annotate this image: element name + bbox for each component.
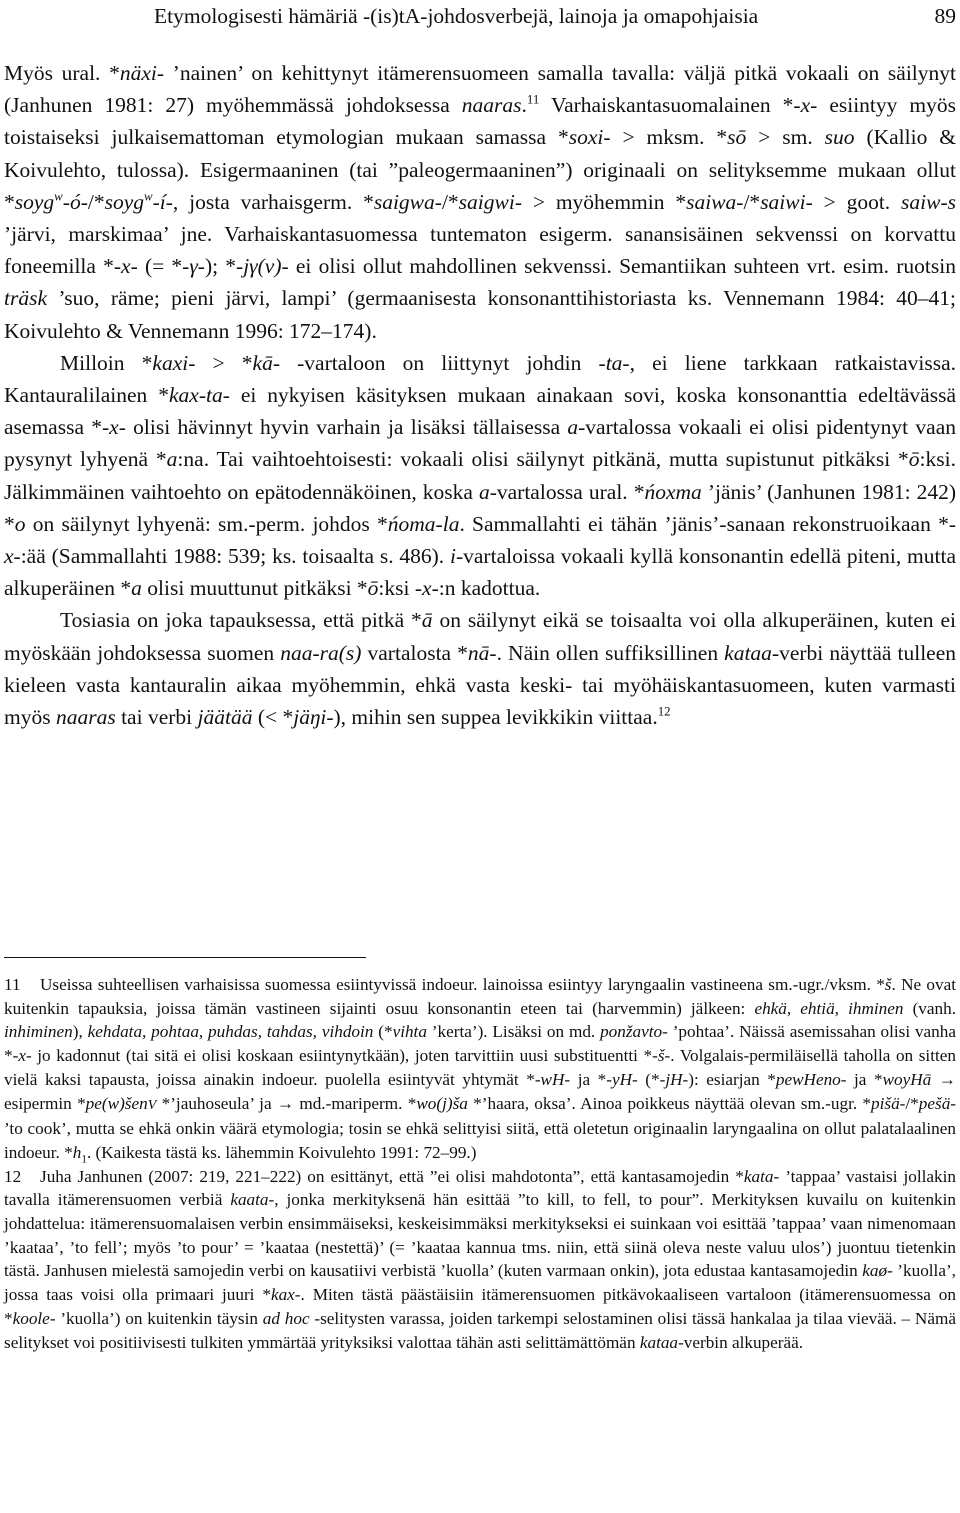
text-run: ’pohtaa’. Näissä asemissahan olisi vanha * — [4, 1022, 957, 1066]
paragraph-3 — [4, 604, 956, 733]
text-run: ’järvi, marskimaa’ jne. Varhaiskantasuomessa tuntematon esigerm. sanansisäinen sekvenssi on korvattu foneemilla * — [4, 222, 956, 279]
text-run: Tosiasia on joka tapauksessa, että pitkä * — [60, 608, 422, 633]
italic-text: pewHeno- — [775, 1069, 847, 1089]
italic-text: -wH- — [534, 1069, 571, 1089]
text-run: ’kuolla’, jossa taas voisi olla primaari juuri * — [4, 1261, 956, 1305]
text-run: ’to cook’, mutta se ehkä onkin väärä etymologia; tosin se ehkä selittyisi siitä, että oletetun originaalin laryngaalina on ollut palatalaalinen indoeur. * — [4, 1119, 956, 1162]
italic-text: -ta- — [598, 350, 630, 375]
subscript: 1 — [81, 1153, 87, 1166]
text-run: esiintyy myös toistaiseksi julkaisemattoman etymologian mukaan samassa * — [4, 93, 957, 150]
text-run: , josta varhaisgerm. * — [172, 189, 374, 214]
text-run: on säilynyt eikä se toisaalta voi olla alkuperäinen, kuten ei myöskään johdoksessa suomen — [4, 608, 956, 665]
text-run: :ksi. Jälkimmäinen vaihtoehto on epätodennäköinen, koska — [4, 447, 956, 504]
italic-text: -x- — [102, 415, 126, 440]
italic-text: ā — [421, 608, 433, 633]
text-run: :ksi — [378, 576, 415, 601]
italic-text: i — [450, 544, 456, 569]
text-run: -vartalossa ural. * — [489, 479, 645, 504]
text-run: Myös ural. * — [4, 61, 120, 85]
text-run: *’haara, oksa’. Ainoa poikkeus näyttää olevan sm.-ugr. * — [467, 1093, 872, 1113]
text-run: ’suo, räme; pieni järvi, lampi’ (germaanisesta konsonanttihistoriasta ks. Vennemann 1984: 40–41; Koivulehto & Vennemann 1996: 172–174). — [4, 286, 956, 343]
italic-text: kax-ta- — [168, 383, 230, 408]
italic-text: a — [478, 479, 490, 504]
superscript: 12 — [657, 704, 671, 719]
italic-text: -x- — [113, 254, 138, 279]
text-run: :n kadottua. — [438, 576, 541, 601]
paragraph-1 — [4, 57, 956, 347]
italic-text: ō — [908, 447, 920, 472]
text-run: . Ne ovat kuitenkin tapauksia, joissa tämän vastineen sijainti osuu konsonantin eteen tai (harvemmin) jälkeen: — [4, 975, 956, 1018]
text-run: . — [521, 93, 527, 118]
superscript: w — [54, 189, 63, 204]
text-run: > sm. — [746, 125, 825, 150]
text-run: → esipermin * — [4, 1069, 956, 1113]
italic-text: ehkä, ehtiä, ihminen — [754, 998, 904, 1018]
footnote-12 — [4, 1165, 956, 1355]
italic-text: kata- — [743, 1166, 780, 1186]
text-run: - ’nainen’ on kehittynyt itämerensuomeen samalla tavalla: väljä pitkä vokaali on säilynyt (Janhunen 1981: 27) myöhemmässä johdoksessa — [4, 61, 956, 118]
text-run: ei nykyisen käsityksen mukaan ainakaan sovi, koska konsonanttia edeltävässä asemassa * — [4, 383, 956, 440]
text-run: /* — [905, 1093, 919, 1113]
italic-text: -jH- — [659, 1069, 689, 1089]
italic-text: wo(j)ša — [416, 1093, 468, 1113]
text-run: - > * — [188, 350, 253, 375]
superscript: w — [144, 189, 153, 204]
text-run: (< * — [252, 705, 294, 730]
superscript: 11 — [526, 92, 540, 107]
text-run: vartalosta * — [361, 640, 468, 665]
italic-text: o — [14, 511, 26, 536]
text-run: , jonka merkityksenä hän esittää ”to kill, to fell, to pour”. Merkityksen kuvailu on kuitenkin johdattelua: itämerensuomalaisen verbin ensimmäiseksi, keskeisimmäksi merkitykseksi ei suinkaan voi esittää ’tappaa’ vaan nimenomaan ’kaataa’, ’to fell’; myös ’to pour’ = ’kaataa (nestettä)’ (= ’kaataa kannua tms. niin, että siinä oleva neste valuu ulos’) juontuu tietenkin tästä. Janhusen mielestä samojedin verbi on kausatiivi verbistä ’kuolla’ (kuten varmaan onkin), jota edustaa kantasamojedin — [4, 1190, 956, 1281]
text-run: olisi hävinnyt hyvin varhain ja lisäksi tällaisessa — [125, 415, 568, 440]
text-run: ’jänis’ (Janhunen 1981: 242) * — [4, 479, 956, 536]
text-run: . Näin ollen suffiksillinen — [496, 640, 725, 665]
italic-text: jäätää — [197, 705, 253, 730]
italic-text: naaras — [461, 93, 522, 118]
italic-text: -ó- — [62, 189, 88, 214]
italic-text: kaxi — [152, 350, 189, 375]
text-run: (* — [373, 1022, 393, 1042]
italic-text: koole- — [12, 1308, 56, 1328]
italic-text: -γ- — [182, 254, 205, 279]
italic-text: a — [166, 447, 178, 472]
text-run: . Miten tästä päästäisiin itämerensuomen pitkävokaaliseen vartaloon (itämerensuomessa on * — [4, 1285, 956, 1328]
italic-text: näxi — [119, 61, 157, 85]
text-run: ’kerta’). Lisäksi on md. — [426, 1022, 601, 1042]
running-head — [154, 2, 956, 30]
text-run: > goot. — [812, 189, 902, 214]
italic-text: saiwa- — [686, 189, 744, 214]
italic-text: sō — [727, 125, 747, 150]
italic-text: kataa — [724, 640, 772, 665]
footnote-11 — [4, 973, 956, 1165]
text-run: (* — [637, 1069, 660, 1089]
text-run: - -vartaloon on liittynyt johdin — [272, 350, 599, 375]
italic-text: inhiminen — [4, 1022, 73, 1042]
italic-text: -í- — [152, 189, 173, 214]
text-run: Juha Janhunen (2007: 219, 221–222) on esittänyt, että ”ei olisi mahdotonta”, että kantasamojedin * — [40, 1166, 744, 1186]
text-run: - > mksm. * — [603, 125, 728, 150]
paragraph-2 — [4, 347, 956, 605]
body-text — [4, 57, 956, 733]
italic-text: kax- — [270, 1285, 301, 1305]
italic-text: -x- — [12, 1046, 32, 1066]
text-run: (Kallio & Koivulehto, tulossa). Esigermaaninen (tai ”paleogermaaninen”) originaali on selityksemme mukaan ollut * — [4, 125, 957, 214]
text-run: Useissa suhteellisen varhaisissa suomessa esiintyvissä indoeur. lainoissa esiintyy laryngaalin vastineena sm.-ugr./vksm. * — [40, 975, 885, 994]
italic-text: ńoma-la — [387, 511, 460, 536]
italic-text: ad hoc — [262, 1308, 310, 1328]
text-run: ei olisi ollut mahdollinen sekvenssi. Semantiikan suhteen vrt. esim. ruotsin — [288, 254, 956, 279]
text-run: /* — [87, 189, 105, 214]
italic-text: saigwa- — [373, 189, 442, 214]
text-run: ); * — [204, 254, 237, 279]
italic-text: nā- — [467, 640, 497, 665]
text-run: ’tappaa’ vastaisi jollakin tavalla itämerensuomen verbiä — [4, 1166, 956, 1210]
text-run: *’jauhoseula’ ja → md.-mariperm. * — [156, 1093, 417, 1113]
text-run: :na. Tai vaihtoehtoisesti: vokaali olisi säilynyt pitkänä, mutta supistunut pitkäksi * — [177, 447, 909, 472]
italic-text: naaras — [55, 705, 116, 730]
italic-text: träsk — [4, 286, 47, 311]
text-run: . Volgalais-permiläisellä taholla on sitten vielä kaksi tapausta, joissa ainakin indoeur. puolella esiintyvät yhtymät * — [4, 1046, 956, 1089]
italic-text: ō — [367, 576, 379, 601]
italic-text: -jγ(v)- — [236, 254, 289, 279]
italic-text: jäŋi — [293, 705, 327, 730]
italic-text: -x- — [414, 576, 439, 601]
footnotes — [4, 973, 956, 1354]
italic-text: ponžavto- — [600, 1022, 668, 1042]
italic-text: saiwi- — [760, 189, 813, 214]
italic-text: pe(w)šen — [85, 1093, 148, 1113]
text-run: jo kadonnut (tai sitä ei olisi koskaan esiintynytkään), joten tarvittiin uusi substituentti * — [31, 1046, 653, 1066]
page-number: 89 — [934, 4, 956, 28]
italic-text: -x- — [4, 511, 956, 569]
text-run: ’kuolla’) on kuitenkin täysin — [55, 1308, 263, 1328]
italic-text: kaø- — [862, 1261, 893, 1281]
footnote-number: 11 — [4, 975, 21, 994]
footnote-number: 12 — [4, 1166, 22, 1186]
text-run: (vanh. — [903, 998, 957, 1018]
italic-text: vihta — [392, 1022, 427, 1042]
italic-text: soyg — [14, 189, 55, 214]
italic-text: kehdata, pohtaa, puhdas, tahdas, vihdoin — [87, 1022, 374, 1042]
text-run: Varhaiskantasuomalainen * — [539, 93, 794, 118]
italic-text: soyg — [104, 189, 145, 214]
text-run: :ää (Sammallahti 1988: 539; ks. toisaalta s. 486). — [20, 544, 450, 569]
italic-text: saigwi- — [458, 189, 522, 214]
text-run: (= * — [137, 254, 183, 279]
text-run: -vartaloissa vokaali kyllä konsonantin edellä piteni, mutta alkuperäinen * — [4, 544, 956, 601]
italic-text: a — [131, 576, 142, 601]
text-run: /* — [441, 189, 459, 214]
italic-text: kā — [252, 350, 273, 375]
text-run: . Sammallahti ei tähän ’jänis’-sanaan rekonstruoikaan * — [459, 511, 949, 536]
italic-text: h — [72, 1142, 82, 1162]
text-run: -vartalossa vokaali ei olisi pidentynyt vaan pysynyt lyhyenä * — [4, 415, 956, 472]
italic-text: suo — [824, 125, 855, 150]
text-run: tai verbi — [115, 705, 198, 730]
italic-text: ńoxma — [644, 479, 702, 504]
italic-text: pešä- — [918, 1093, 957, 1113]
text-run: -), mihin sen suppea levikkikin viittaa. — [326, 705, 658, 730]
italic-text: -š- — [652, 1046, 671, 1066]
text-run: -verbi näyttää tulleen kieleen vasta kantauralin aikaa myöhemmin, ehkä vasta keski- tai myöhäiskantasuomeen, kuten varmasti myös — [4, 640, 957, 730]
text-run: -verbin alkuperää. — [678, 1332, 804, 1352]
italic-text: š — [884, 975, 892, 994]
text-run: ), — [72, 1022, 88, 1042]
text-run: /* — [743, 189, 761, 214]
italic-text: a — [567, 415, 579, 440]
text-run: > myöhemmin * — [522, 189, 687, 214]
italic-text: -x- — [793, 93, 818, 118]
text-run: on säilynyt lyhyenä: sm.-perm. johdos * — [25, 511, 388, 536]
italic-text: kataa — [639, 1332, 679, 1352]
running-title: Etymologisesti hämäriä -(is)tA-johdosverbejä, lainoja ja omapohjaisia — [154, 4, 759, 28]
italic-text: V — [147, 1096, 157, 1113]
text-run: ja * — [846, 1069, 883, 1089]
text-run: olisi muuttunut pitkäksi * — [141, 576, 368, 601]
italic-text: pišä- — [871, 1093, 906, 1113]
text-run: . (Kaikesta tästä ks. lähemmin Koivulehto 1991: 72–99.) — [86, 1142, 477, 1162]
italic-text: naa-ra(s) — [280, 640, 362, 665]
text-run: -selitysten varassa, joiden tarkempi selostaminen olisi tässä hankalaa ja tilaa vievää. – Nämä selitykset voi positiivisesti tulkiten ymmärtää yrityksiksi valottaa tähän asti selittämättömän — [4, 1308, 956, 1352]
text-run: ja * — [570, 1069, 607, 1089]
text-run: ): esiarjan * — [688, 1069, 776, 1089]
italic-text: -yH- — [606, 1069, 638, 1089]
italic-text: soxi — [568, 125, 604, 150]
italic-text: woyHā — [882, 1069, 932, 1089]
text-run: Milloin * — [60, 350, 153, 375]
italic-text: saiw-s — [901, 189, 956, 214]
text-run: , ei liene tarkkaan ratkaistavissa. Kantauralilainen * — [4, 350, 957, 408]
footnote-divider — [4, 957, 366, 958]
italic-text: kaata- — [230, 1190, 275, 1210]
